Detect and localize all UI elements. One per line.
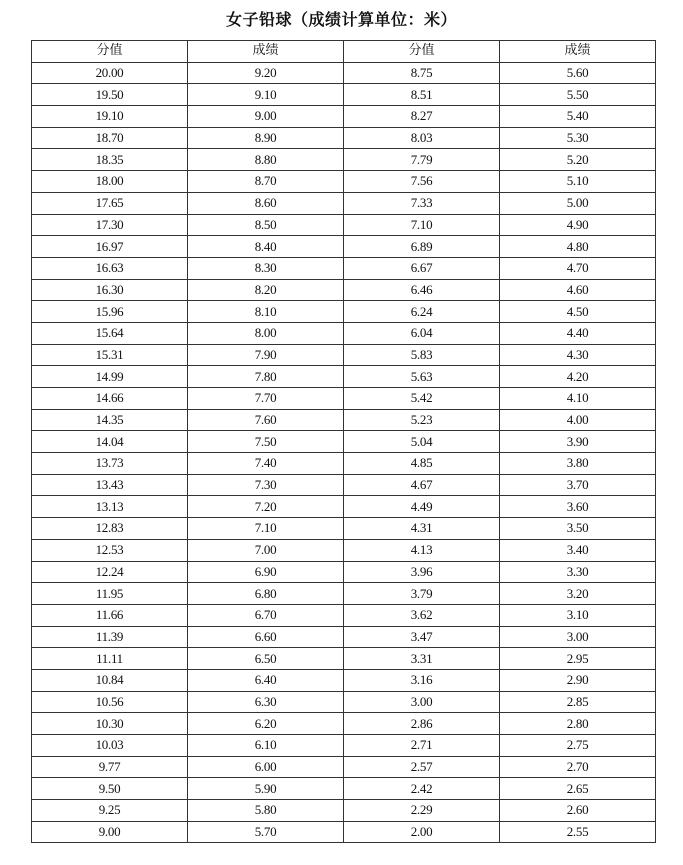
cell-result-1: 6.60 (188, 626, 344, 648)
cell-score-1: 14.99 (32, 366, 188, 388)
cell-result-2: 3.10 (500, 604, 656, 626)
table-row (32, 778, 656, 800)
cell-score-1: 9.00 (32, 821, 188, 843)
cell-result-1: 5.70 (188, 821, 344, 843)
cell-score-1: 13.43 (32, 474, 188, 496)
table-row (32, 561, 656, 583)
cell-result-1: 6.90 (188, 561, 344, 583)
cell-score-2: 4.13 (344, 539, 500, 561)
cell-score-2: 6.04 (344, 322, 500, 344)
cell-score-1: 14.35 (32, 409, 188, 431)
cell-score-1: 16.30 (32, 279, 188, 301)
cell-score-2: 2.00 (344, 821, 500, 843)
table-row (32, 84, 656, 106)
cell-score-2: 7.10 (344, 214, 500, 236)
cell-result-2: 3.90 (500, 431, 656, 453)
cell-score-2: 3.00 (344, 691, 500, 713)
cell-result-2: 2.55 (500, 821, 656, 843)
cell-score-2: 8.75 (344, 62, 500, 84)
cell-score-2: 8.51 (344, 84, 500, 106)
cell-result-2: 4.90 (500, 214, 656, 236)
cell-score-1: 19.10 (32, 106, 188, 128)
cell-score-2: 4.67 (344, 474, 500, 496)
cell-score-1: 18.35 (32, 149, 188, 171)
cell-score-2: 2.71 (344, 735, 500, 757)
cell-result-1: 9.10 (188, 84, 344, 106)
cell-result-1: 7.20 (188, 496, 344, 518)
cell-score-1: 17.65 (32, 192, 188, 214)
cell-score-1: 10.56 (32, 691, 188, 713)
cell-score-2: 6.67 (344, 257, 500, 279)
cell-result-2: 4.00 (500, 409, 656, 431)
table-row (32, 279, 656, 301)
page-title: 女子铅球（成绩计算单位：米） (225, 10, 457, 29)
cell-result-2: 3.70 (500, 474, 656, 496)
cell-result-1: 9.00 (188, 106, 344, 128)
cell-result-1: 7.50 (188, 431, 344, 453)
cell-score-2: 6.46 (344, 279, 500, 301)
cell-result-2: 4.80 (500, 236, 656, 258)
cell-result-2: 3.20 (500, 583, 656, 605)
table-row (32, 192, 656, 214)
table-row (32, 496, 656, 518)
cell-result-1: 6.80 (188, 583, 344, 605)
table-row (32, 301, 656, 323)
cell-score-2: 3.47 (344, 626, 500, 648)
cell-score-2: 2.86 (344, 713, 500, 735)
cell-result-2: 2.85 (500, 691, 656, 713)
cell-result-2: 2.80 (500, 713, 656, 735)
cell-score-2: 4.49 (344, 496, 500, 518)
cell-score-1: 15.96 (32, 301, 188, 323)
table-header-row (32, 41, 656, 63)
cell-result-1: 8.60 (188, 192, 344, 214)
cell-result-1: 8.40 (188, 236, 344, 258)
cell-result-2: 4.70 (500, 257, 656, 279)
table-row (32, 431, 656, 453)
cell-result-1: 6.10 (188, 735, 344, 757)
cell-result-1: 7.10 (188, 518, 344, 540)
cell-score-1: 9.50 (32, 778, 188, 800)
cell-result-2: 2.75 (500, 735, 656, 757)
cell-score-2: 4.85 (344, 453, 500, 475)
cell-result-2: 3.60 (500, 496, 656, 518)
table-row (32, 735, 656, 757)
cell-result-1: 8.80 (188, 149, 344, 171)
table-body (32, 62, 656, 843)
cell-score-2: 8.03 (344, 127, 500, 149)
cell-result-1: 9.20 (188, 62, 344, 84)
cell-result-1: 7.70 (188, 388, 344, 410)
table-row (32, 171, 656, 193)
cell-score-2: 6.89 (344, 236, 500, 258)
cell-score-1: 16.97 (32, 236, 188, 258)
cell-result-1: 7.30 (188, 474, 344, 496)
table-row (32, 322, 656, 344)
cell-score-2: 3.31 (344, 648, 500, 670)
table-row (32, 756, 656, 778)
cell-score-1: 11.66 (32, 604, 188, 626)
table-row (32, 149, 656, 171)
cell-result-2: 5.40 (500, 106, 656, 128)
cell-result-1: 8.00 (188, 322, 344, 344)
cell-result-2: 5.60 (500, 62, 656, 84)
cell-result-1: 8.90 (188, 127, 344, 149)
table-row (32, 257, 656, 279)
cell-result-2: 5.10 (500, 171, 656, 193)
cell-result-2: 4.30 (500, 344, 656, 366)
cell-score-2: 7.79 (344, 149, 500, 171)
table-row (32, 453, 656, 475)
table-row (32, 409, 656, 431)
cell-score-1: 10.03 (32, 735, 188, 757)
cell-score-1: 10.84 (32, 669, 188, 691)
cell-result-2: 5.00 (500, 192, 656, 214)
cell-score-1: 13.13 (32, 496, 188, 518)
table-row (32, 583, 656, 605)
cell-score-2: 2.29 (344, 800, 500, 822)
cell-result-1: 6.70 (188, 604, 344, 626)
table-row (32, 388, 656, 410)
cell-result-1: 8.70 (188, 171, 344, 193)
cell-result-1: 6.00 (188, 756, 344, 778)
cell-score-2: 5.42 (344, 388, 500, 410)
cell-score-2: 3.79 (344, 583, 500, 605)
table-row (32, 366, 656, 388)
table-row (32, 821, 656, 843)
cell-result-2: 2.90 (500, 669, 656, 691)
cell-result-2: 4.10 (500, 388, 656, 410)
cell-result-1: 8.10 (188, 301, 344, 323)
cell-result-2: 2.70 (500, 756, 656, 778)
cell-score-1: 18.70 (32, 127, 188, 149)
cell-score-1: 18.00 (32, 171, 188, 193)
header-score-2: 分值 (344, 41, 500, 63)
cell-score-2: 5.04 (344, 431, 500, 453)
cell-score-2: 7.56 (344, 171, 500, 193)
cell-score-2: 3.96 (344, 561, 500, 583)
cell-result-1: 6.40 (188, 669, 344, 691)
table-row (32, 106, 656, 128)
cell-result-2: 4.20 (500, 366, 656, 388)
cell-score-1: 11.95 (32, 583, 188, 605)
cell-score-2: 2.42 (344, 778, 500, 800)
cell-score-2: 7.33 (344, 192, 500, 214)
cell-score-2: 6.24 (344, 301, 500, 323)
table-row (32, 214, 656, 236)
cell-result-1: 6.30 (188, 691, 344, 713)
cell-result-1: 7.80 (188, 366, 344, 388)
cell-result-2: 3.00 (500, 626, 656, 648)
cell-score-2: 3.16 (344, 669, 500, 691)
cell-result-1: 8.20 (188, 279, 344, 301)
cell-result-2: 4.60 (500, 279, 656, 301)
cell-result-1: 6.20 (188, 713, 344, 735)
cell-result-1: 7.90 (188, 344, 344, 366)
cell-score-2: 5.83 (344, 344, 500, 366)
cell-result-2: 5.20 (500, 149, 656, 171)
table-row (32, 62, 656, 84)
cell-result-2: 3.80 (500, 453, 656, 475)
cell-score-1: 20.00 (32, 62, 188, 84)
cell-score-2: 5.23 (344, 409, 500, 431)
cell-score-1: 10.30 (32, 713, 188, 735)
cell-score-2: 3.62 (344, 604, 500, 626)
header-result-2: 成绩 (500, 41, 656, 63)
cell-result-2: 3.30 (500, 561, 656, 583)
cell-score-1: 12.83 (32, 518, 188, 540)
cell-score-2: 8.27 (344, 106, 500, 128)
cell-score-1: 11.39 (32, 626, 188, 648)
table-row (32, 604, 656, 626)
cell-score-1: 17.30 (32, 214, 188, 236)
cell-result-2: 2.95 (500, 648, 656, 670)
cell-result-2: 5.30 (500, 127, 656, 149)
cell-result-1: 6.50 (188, 648, 344, 670)
cell-score-2: 4.31 (344, 518, 500, 540)
score-table (31, 40, 656, 843)
cell-score-1: 9.77 (32, 756, 188, 778)
table-row (32, 648, 656, 670)
table-row (32, 518, 656, 540)
cell-score-1: 19.50 (32, 84, 188, 106)
cell-result-2: 3.50 (500, 518, 656, 540)
cell-score-1: 13.73 (32, 453, 188, 475)
cell-score-1: 15.64 (32, 322, 188, 344)
table-row (32, 691, 656, 713)
cell-score-1: 9.25 (32, 800, 188, 822)
header-result-1: 成绩 (188, 41, 344, 63)
cell-score-1: 16.63 (32, 257, 188, 279)
table-row (32, 236, 656, 258)
cell-score-1: 11.11 (32, 648, 188, 670)
header-score-1: 分值 (32, 41, 188, 63)
cell-result-2: 3.40 (500, 539, 656, 561)
cell-result-1: 5.90 (188, 778, 344, 800)
cell-result-1: 8.50 (188, 214, 344, 236)
cell-result-2: 4.50 (500, 301, 656, 323)
cell-score-1: 15.31 (32, 344, 188, 366)
cell-score-2: 5.63 (344, 366, 500, 388)
table-row (32, 626, 656, 648)
cell-score-1: 12.24 (32, 561, 188, 583)
cell-score-1: 12.53 (32, 539, 188, 561)
table-row (32, 669, 656, 691)
cell-result-1: 7.40 (188, 453, 344, 475)
table-row (32, 127, 656, 149)
cell-result-2: 4.40 (500, 322, 656, 344)
table-row (32, 474, 656, 496)
table-row (32, 344, 656, 366)
cell-result-2: 2.60 (500, 800, 656, 822)
cell-score-1: 14.04 (32, 431, 188, 453)
cell-result-1: 7.00 (188, 539, 344, 561)
cell-result-1: 5.80 (188, 800, 344, 822)
cell-result-2: 5.50 (500, 84, 656, 106)
cell-score-1: 14.66 (32, 388, 188, 410)
cell-result-1: 7.60 (188, 409, 344, 431)
table-row (32, 713, 656, 735)
table-row (32, 539, 656, 561)
cell-result-2: 2.65 (500, 778, 656, 800)
cell-result-1: 8.30 (188, 257, 344, 279)
cell-score-2: 2.57 (344, 756, 500, 778)
table-row (32, 800, 656, 822)
